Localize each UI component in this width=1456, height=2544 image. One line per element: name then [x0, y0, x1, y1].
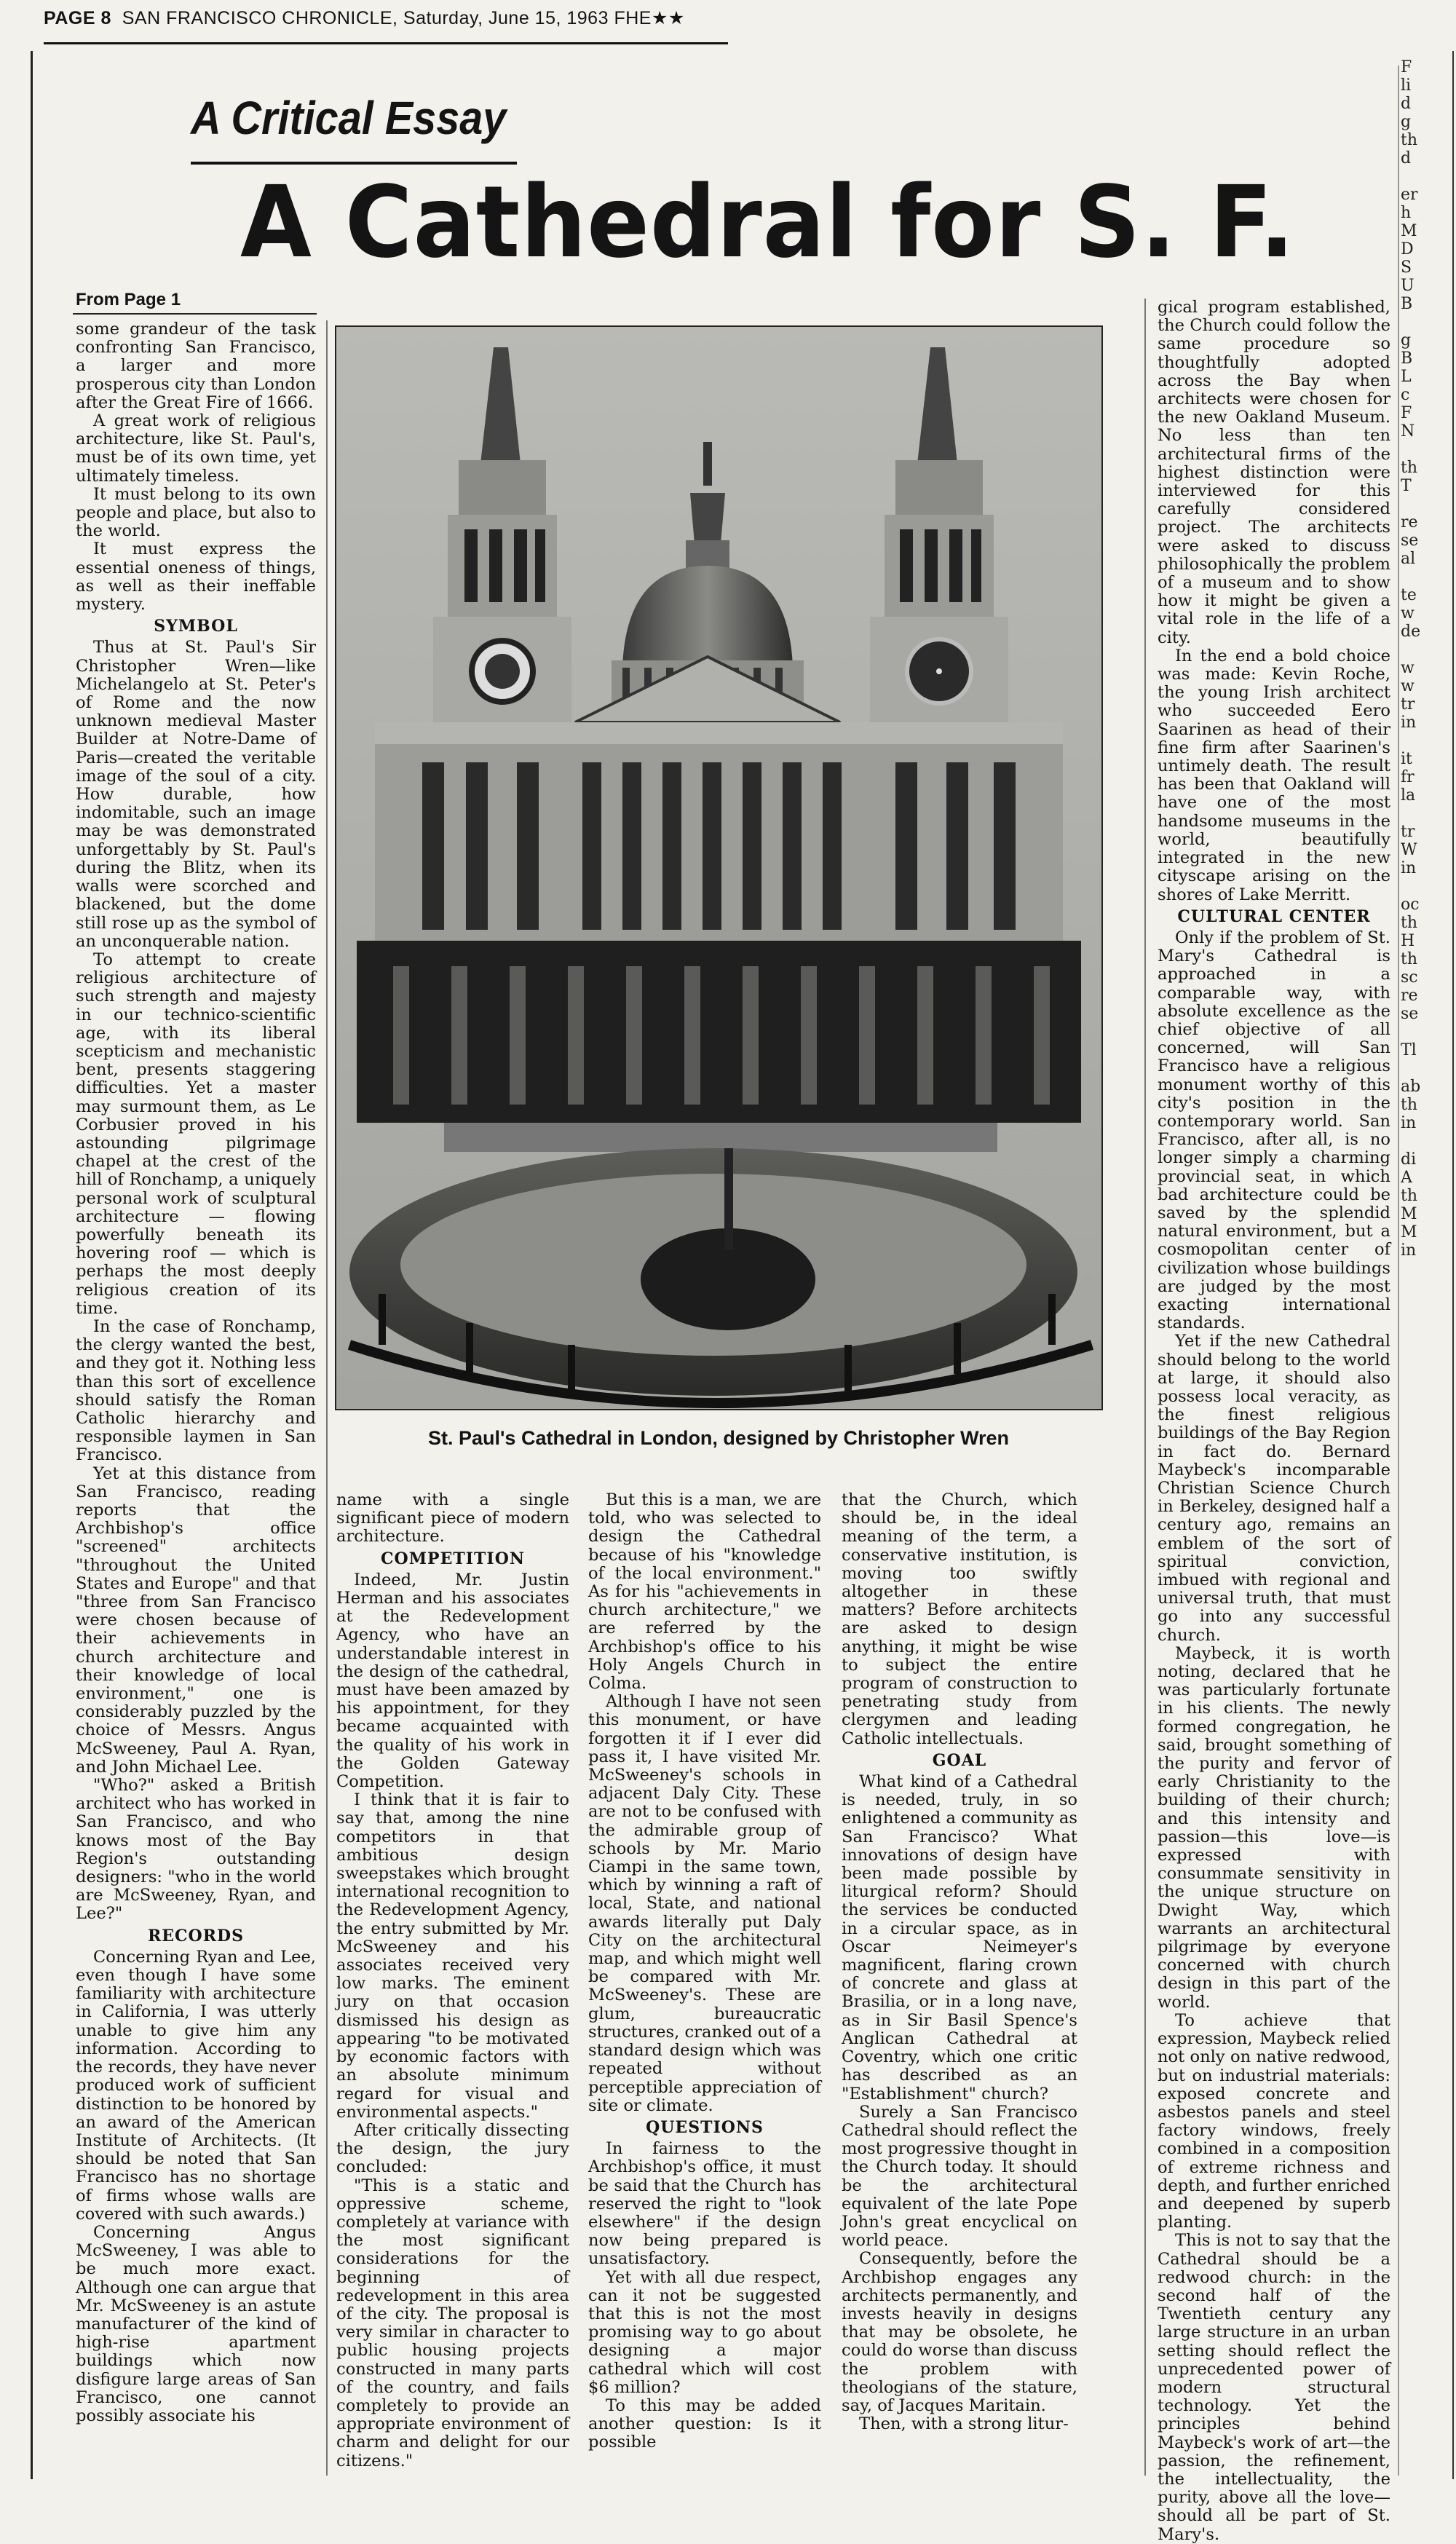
- photo-caption: St. Paul's Cathedral in London, designed by Christopher Wren: [427, 1427, 1009, 1449]
- paragraph: Yet with all due respect, can it not be suggested that this is not the most promising way to go about designing a major cathedral which will cost $6 million?: [588, 2267, 821, 2397]
- kicker-rule: [191, 162, 517, 165]
- paragraph: some grandeur of the task confronting San Francisco, a larger and more prosperous city than London after the Great Fire of 1666.: [76, 320, 316, 412]
- masthead: [44, 7, 685, 29]
- article-column-2: [336, 1491, 569, 2470]
- paragraph: Indeed, Mr. Justin Herman and his associates at the Redevelopment Agency, who have an understandable interest in the design of the cathedral, must have been amazed by his appointment, for they became acquainted with the quality of his work in the Golden Gateway Competition.: [336, 1570, 569, 1792]
- column-rule: [326, 320, 328, 2476]
- page-edge-rule: [1398, 66, 1399, 2476]
- subhead: CULTURAL CENTER: [1177, 906, 1371, 926]
- masthead-rule: [44, 42, 728, 44]
- paragraph: In the end a bold choice was made: Kevin Roche, the young Irish architect who succeeded Eero Saarinen as head of their fine firm after Saarinen's untimely death. The result has been that Oakland will have one of the most handsome museums in the world, beautifully integrated in the new cityscape arising on the shores of Lake Merritt.: [1158, 646, 1390, 904]
- subhead: COMPETITION: [381, 1549, 525, 1568]
- adjacent-column-text: F li d g th d er h M D S U B g B L c F N th T re se al te w de w w tr in it fr la tr W in oc th H th sc re se Tl ab th in di A th M M in: [1401, 58, 1421, 1260]
- paragraph: In fairness to the Archbishop's office, it must be said that the Church has reserved the right to "look elsewhere" if the design now being prepared is unsatisfactory.: [588, 2139, 821, 2269]
- paragraph: It must belong to its own people and place, but also to the world.: [76, 484, 316, 541]
- column-rule: [1144, 299, 1146, 2476]
- paragraph: Although I have not seen this monument, or have forgotten it if I ever did pass it, I have visited Mr. McSweeney's schools in adjacent Daly City. These are not to be confused with the admirable group of schools by Mr. Mario Ciampi in the same town, which by winning a raft of local, State, and national awards literally put Daly City on the architectural map, and which might well be compared with Mr. McSweeney's. These are glum, bureaucratic structures, cranked out of a standard design which was repeated without perceptible appreciation of site or climate.: [588, 1692, 821, 2115]
- subhead: QUESTIONS: [646, 2117, 764, 2137]
- kicker: A Critical Essay: [191, 92, 507, 144]
- subhead: GOAL: [932, 1750, 987, 1770]
- paragraph: Concerning Angus McSweeney, I was able to be much more exact. Although one can argue that Mr. McSweeney is an astute manufacturer of the kind of high-rise apartment buildings which now disfigure large areas of San Francisco, one cannot possibly associate his: [76, 2222, 316, 2425]
- paragraph: It must express the essential oneness of things, as well as their ineffable mystery.: [76, 540, 316, 615]
- edition-mark: FHE★★: [614, 8, 685, 28]
- paragraph: A great work of religious architecture, like St. Paul's, must be of its own time, yet ultimately timeless.: [76, 411, 316, 486]
- paragraph: Yet if the new Cathedral should belong to the world at large, it should also possess local veracity, as the finest religious buildings of the Bay Region in fact do. Bernard Maybeck's incomparable Christian Science Church in Berkeley, designed half a century ago, remains an emblem of the sort of spiritual conviction, imbued with regional and universal truth, that must go into any successful church.: [1158, 1332, 1390, 1645]
- paragraph: What kind of a Cathedral is needed, truly, in so enlightened a community as San Francisco? What innovations of design have been made possible by liturgical reform? Should the services be conducted in a circular space, as in Oscar Neimeyer's magnificent, flaring crown of concrete and glass at Brasilia, or in a long nave, as in Sir Basil Spence's Anglican Cathedral at Coventry, which one critic has described as an "Establishment" church?: [842, 1772, 1077, 2103]
- paragraph: I think that it is fair to say that, among the nine competitors in that ambitious design sweepstakes which brought international recognition to the Redevelopment Agency, the entry submitted by Mr. McSweeney and his associates received very low marks. The eminent jury on that occasion dismissed his design as appearing "to be motivated by economic factors with an absolute minimum regard for visual and environmental aspects.": [336, 1790, 569, 2122]
- issue-date: Saturday, June 15, 1963: [403, 8, 609, 28]
- paragraph: Concerning Ryan and Lee, even though I have some familiarity with architecture in California, I was utterly unable to give him any information. According to the records, they have never produced work of sufficient distinction to be honored by an award of the American Institute of Architects. (It should be noted that San Francisco has no shortage of firms whose walls are covered with such awards.): [76, 1947, 316, 2224]
- subhead: SYMBOL: [154, 617, 238, 636]
- paragraph: name with a single significant piece of modern architecture.: [336, 1490, 569, 1546]
- paragraph: Maybeck, it is worth noting, declared that he was particularly fortunate in his clients. The newly formed congregation, he said, brought something of the purity and fervor of early Christianity to the building of their church; and this intensity and passion—this love—is expressed with consummate sensitivity in the unique structure on Dwight Way, which warrants an architectural pilgrimage by everyone concerned with church design in this part of the world.: [1158, 1643, 1390, 2012]
- headline: A Cathedral for S. F.: [240, 165, 1295, 280]
- paragraph: This is not to say that the Cathedral should be a redwood church: in the second half of the Twentieth century any large structure in an urban setting should reflect the unprecedented power of modern structural technology. Yet the principles behind Maybeck's work of art—the passion, the refinement, the intellectuality, the purity, above all the love—should all be part of St. Mary's.: [1158, 2231, 1390, 2544]
- paragraph: To this may be added another question: Is it possible: [588, 2395, 821, 2452]
- adjacent-column-fragment: [1401, 58, 1456, 2483]
- paragraph: Yet at this distance from San Francisco, reading reports that the Archbishop's office "screened" architects "throughout the United States and Europe" and that "three from San Francisco were chosen because of their achievements in church architecture and their knowledge of local environment," one is considerably puzzled by the choice of Messrs. Angus McSweeney, Paul A. Ryan, and John Michael Lee.: [76, 1463, 316, 1777]
- cathedral-photo: [335, 325, 1103, 1410]
- paragraph: gical program established, the Church could follow the same procedure so thoughtfully adopted across the Bay when architects were chosen for the new Oakland Museum. No less than ten architectural firms of the highest distinction were interviewed for this carefully considered project. The architects were asked to discuss philosophically the problem of a museum and to show how it might be given a vital role in the life of a city.: [1158, 298, 1390, 647]
- page-number: PAGE 8: [44, 8, 111, 28]
- subhead: RECORDS: [148, 1926, 244, 1945]
- paragraph: In the case of Ronchamp, the clergy wanted the best, and they got it. Nothing less than this sort of excellence should satisfy the Roman Catholic hierarchy and responsible laymen in San Francisco.: [76, 1316, 316, 1465]
- paragraph: But this is a man, we are told, who was selected to design the Cathedral because of his "knowledge of the local environment." As for his "achievements in church architecture," we are referred by the Archbishop's office to his Holy Angels Church in Colma.: [588, 1490, 821, 1694]
- paragraph: Consequently, before the Archbishop engages any architects permanently, and invests heavily in designs that may be obsolete, he could do worse than discuss the problem with theologians of the stature, say, of Jacques Maritain.: [842, 2249, 1077, 2415]
- paragraph: Thus at St. Paul's Sir Christopher Wren—like Michelangelo at St. Peter's of Rome and the now unknown medieval Master Builder at Notre-Dame of Paris—created the veritable image of the soul of a city. How durable, how indomitable, such an image may be was demonstrated unforgettably by St. Paul's during the Blitz, when its walls were scorched and blackened, but the dome still rose up as the symbol of an unconquerable nation.: [76, 638, 316, 951]
- paragraph: Only if the problem of St. Mary's Cathedral is approached in a comparable way, with absolute excellence as the chief objective of all concerned, will San Francisco have a religious monument worthy of this city's position in the contemporary world. San Francisco, after all, is no longer simply a charming provincial seat, in which bad architecture could be saved by the splendid natural environment, but a cosmopolitan center of civilization whose buildings are judged by the most exacting international standards.: [1158, 928, 1390, 1333]
- paragraph: that the Church, which should be, in the ideal meaning of the term, a conservative institution, is moving too swiftly altogether in these matters? Before architects are asked to design anything, it might be wise to subject the entire program of construction to penetrating study from clergymen and leading Catholic intellectuals.: [842, 1490, 1077, 1748]
- jump-rule: [73, 313, 317, 315]
- paragraph: To attempt to create religious architecture of such strength and majesty in our technico-scientific age, with its liberal scepticism and mechanistic bent, presents staggering difficulties. Yet a master may surmount them, as Le Corbusier proved in his astounding pilgrimage chapel at the crest of the hill of Ronchamp, a uniquely personal work of sculptural architecture — flowing powerfully beneath its hovering roof — which is perhaps the most deeply religious creation of its time.: [76, 949, 316, 1318]
- article-column-1: [76, 320, 316, 2425]
- paper-name: SAN FRANCISCO CHRONICLE,: [122, 8, 398, 28]
- paragraph: "Who?" asked a British architect who has worked in San Francisco, and who knows most of the Bay Region's outstanding designers: "who in the world are McSweeney, Ryan, and Lee?": [76, 1776, 316, 1924]
- article-column-4: [842, 1491, 1077, 2433]
- paragraph: Then, with a strong litur-: [859, 2414, 1069, 2434]
- jump-line: From Page 1: [76, 290, 181, 309]
- paragraph: "This is a static and oppressive scheme, completely at variance with the most significant considerations for the beginning of redevelopment in this area of the city. The proposal is very similar in character to public housing projects constructed in many parts of the country, and fails completely to provide an appropriate environment of charm and delight for our citizens.": [336, 2176, 569, 2470]
- paragraph: After critically dissecting the design, the jury concluded:: [336, 2120, 569, 2177]
- article-column-5: [1158, 299, 1390, 2544]
- paragraph: To achieve that expression, Maybeck relied not only on native redwood, but on industrial materials: exposed concrete and asbestos panels and steel factory windows, freely combined in a composition of extreme richness and depth, and further enriched and deepened by superb planting.: [1158, 2010, 1390, 2232]
- paragraph: Surely a San Francisco Cathedral should reflect the most progressive thought in the Church today. It should be the architectural equivalent of the late Pope John's great encyclical on world peace.: [842, 2102, 1077, 2251]
- article-column-3: [588, 1491, 821, 2452]
